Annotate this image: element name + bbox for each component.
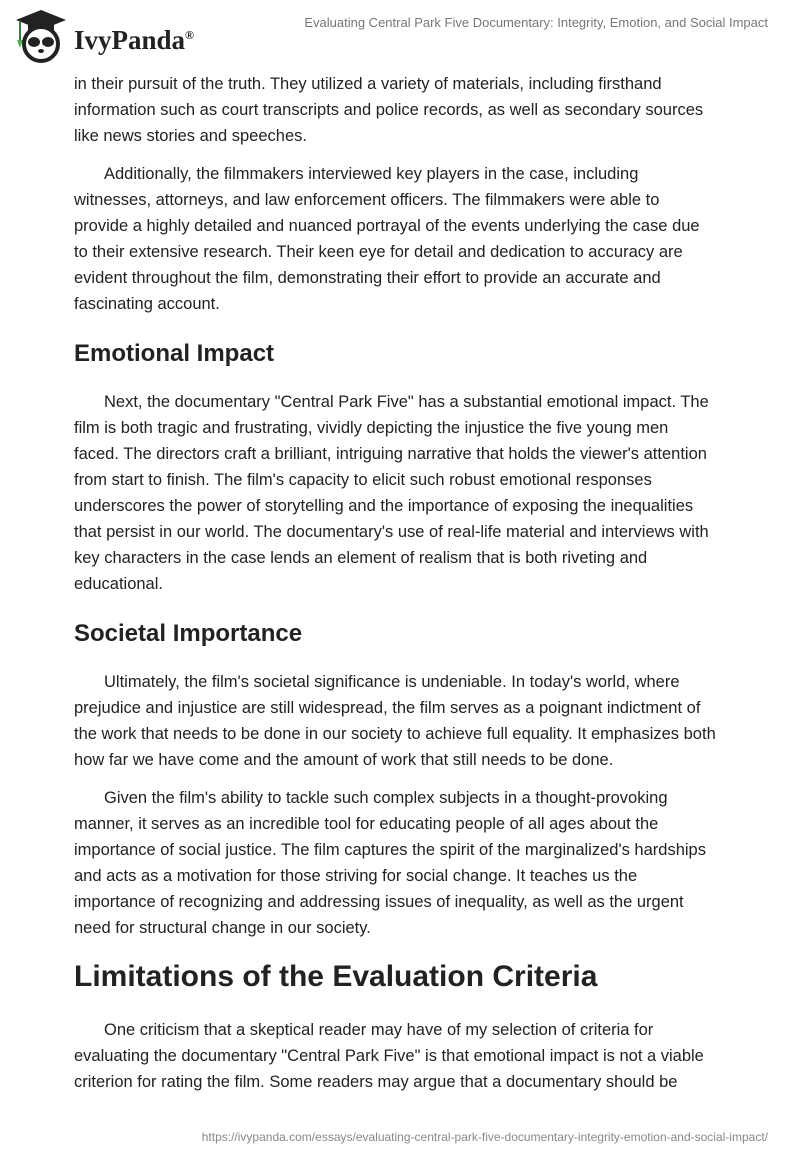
paragraph-line: fascinating account.	[74, 295, 220, 313]
paragraph-line: evident throughout the film, demonstrating their effort to provide an accurate and	[74, 269, 661, 287]
subsection-heading: Societal Importance	[74, 620, 303, 647]
section-heading: Limitations of the Evaluation Criteria	[74, 960, 598, 993]
paragraph	[74, 785, 734, 941]
paragraph-line: that persist in our world. The documentary's use of real-life material and interviews with	[74, 523, 709, 541]
essay-content	[74, 71, 734, 1107]
paragraph-line: to their extensive research. Their keen eye for detail and dedication to accuracy are	[74, 243, 683, 261]
paragraph-line: Ultimately, the film's societal significance is undeniable. In today's world, where	[104, 673, 680, 691]
paragraph-line: film is both tragic and frustrating, vividly depicting the injustice the five young men	[74, 419, 669, 437]
brand-name: IvyPanda	[74, 24, 186, 55]
paragraph	[74, 71, 734, 149]
panda-graduate-icon	[12, 8, 70, 64]
paragraph-line: importance of recognizing and addressing issues of inequality, as well as the urgent	[74, 893, 684, 911]
paragraph-line: the work that needs to be done in our society to achieve full equality. It emphasizes both	[74, 725, 716, 743]
paragraph-line: prejudice and injustice are still widespread, the film serves as a poignant indictment of	[74, 699, 701, 717]
paragraph-line: evaluating the documentary "Central Park Five" is that emotional impact is not a viable	[74, 1047, 704, 1065]
paragraph-line: importance of social justice. The film captures the spirit of the marginalized's hardships	[74, 841, 706, 859]
subsection-heading: Emotional Impact	[74, 340, 275, 367]
paragraph-line: underscores the power of storytelling and the importance of exposing the inequalities	[74, 497, 694, 515]
paragraph-line: Next, the documentary "Central Park Five" has a substantial emotional impact. The	[104, 393, 709, 411]
paragraph-line: Given the film's ability to tackle such complex subjects in a thought-provoking	[104, 789, 668, 807]
ivypanda-logo[interactable]	[12, 8, 194, 64]
page-url[interactable]: https://ivypanda.com/essays/evaluating-central-park-five-documentary-integrity-emotion-and-social-impact/	[201, 1130, 768, 1144]
paragraph-line: Additionally, the filmmakers interviewed key players in the case, including	[104, 165, 639, 183]
paragraph-line: witnesses, attorneys, and law enforcement officers. The filmmakers were able to	[74, 191, 660, 209]
paragraph-line: key characters in the case lends an element of realism that is both riveting and	[74, 549, 648, 567]
paragraph	[74, 1017, 734, 1095]
paragraph-line: in their pursuit of the truth. They utilized a variety of materials, including firsthand	[74, 75, 662, 93]
registered-mark: ®	[185, 27, 195, 42]
paragraph	[74, 389, 734, 597]
paragraph-line: need for structural change in our society.	[74, 919, 371, 937]
paragraph-line: like news stories and speeches.	[74, 127, 307, 145]
paragraph-line: One criticism that a skeptical reader may have of my selection of criteria for	[104, 1021, 654, 1039]
paragraph-line: criterion for rating the film. Some readers may argue that a documentary should be	[74, 1073, 678, 1091]
paragraph	[74, 161, 734, 317]
paragraph-line: faced. The directors craft a brilliant, intriguing narrative that holds the viewer's attention	[74, 445, 707, 463]
paragraph-line: provide a highly detailed and nuanced portrayal of the events underlying the case due	[74, 217, 700, 235]
paragraph	[74, 669, 734, 773]
paragraph-line: information such as court transcripts and police records, as well as secondary sources	[74, 101, 704, 119]
paragraph-line: from start to finish. The film's capacity to elicit such robust emotional responses	[74, 471, 652, 489]
paragraph-line: manner, it serves as an incredible tool for educating people of all ages about the	[74, 815, 659, 833]
document-title: Evaluating Central Park Five Documentary: Integrity, Emotion, and Social Impact	[304, 15, 768, 30]
paragraph-line: educational.	[74, 575, 163, 593]
paragraph-line: and acts as a motivation for those striving for social change. It teaches us the	[74, 867, 638, 885]
paragraph-line: how far we have come and the amount of work that still needs to be done.	[74, 751, 614, 769]
